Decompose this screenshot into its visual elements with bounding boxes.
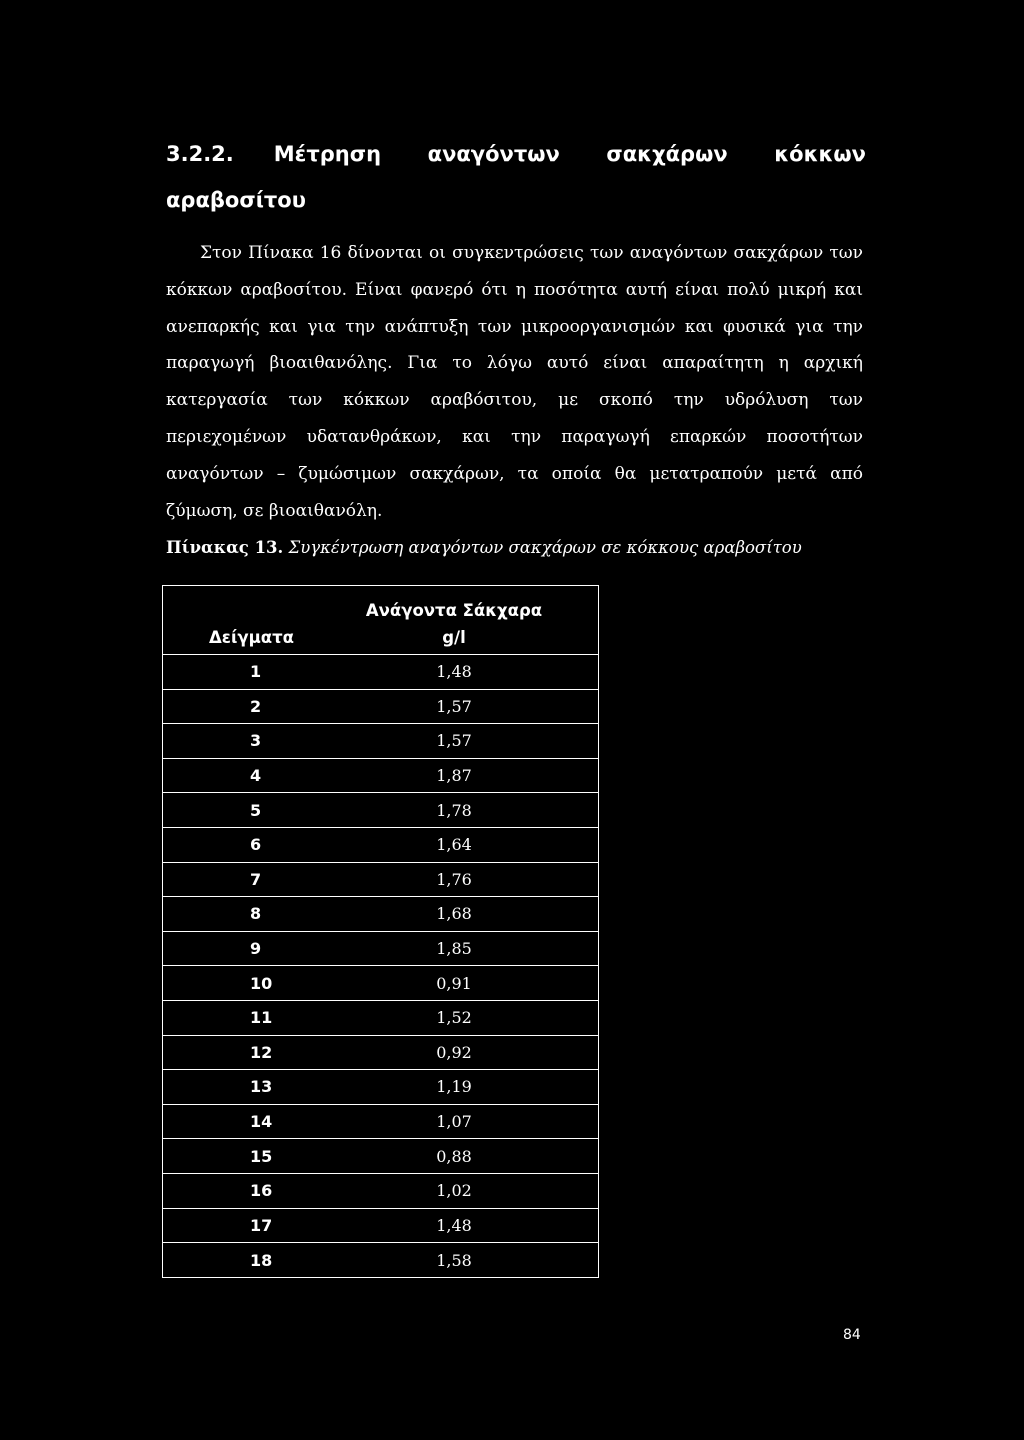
table-row [163,724,599,759]
sugar-value-cell: 0,88 [310,1139,599,1174]
section-title-word: αναγόντων [427,142,560,166]
section-title-word: σακχάρων [606,142,728,166]
sugar-value-cell: 1,85 [310,931,599,966]
table-caption-text: Συγκέντρωση αναγόντων σακχάρων σε κόκκους αραβοσίτου [288,538,802,557]
sugar-value-cell: 1,78 [310,793,599,828]
table-header-unit: g/l [442,627,466,647]
sample-id-cell: 14 [163,1104,311,1139]
sample-id-cell: 12 [163,1035,311,1070]
sugar-value-cell: 1,87 [310,758,599,793]
table-row [163,1000,599,1035]
sugar-value-cell: 1,68 [310,897,599,932]
table-row [163,655,599,690]
sugar-value-cell: 1,48 [310,655,599,690]
table-row [163,1139,599,1174]
sugar-value-cell: 1,19 [310,1070,599,1105]
table-row [163,1104,599,1139]
sample-id-cell: 18 [163,1243,311,1278]
table-row [163,689,599,724]
page-number: 84 [843,1327,861,1343]
sample-id-cell: 15 [163,1139,311,1174]
table-caption [166,538,802,557]
table-row [163,862,599,897]
section-title-word: κόκκων [774,142,866,166]
sample-id-cell: 2 [163,689,311,724]
section-heading-line-1 [166,131,866,177]
sample-id-cell: 3 [163,724,311,759]
sugar-value-cell: 1,02 [310,1173,599,1208]
section-number: 3.2.2. [166,142,234,166]
sample-id-cell: 1 [163,655,311,690]
sample-id-cell: 9 [163,931,311,966]
table-row [163,1070,599,1105]
section-heading-line-2: αραβοσίτου [166,188,306,212]
section-title-word: Μέτρηση [273,142,382,166]
table-row [163,1208,599,1243]
sample-id-cell: 4 [163,758,311,793]
sugar-value-cell: 0,92 [310,1035,599,1070]
sugar-value-cell: 1,48 [310,1208,599,1243]
table-row [163,966,599,1001]
table-row [163,1173,599,1208]
sugar-table [162,585,599,1278]
sample-id-cell: 8 [163,897,311,932]
sugar-value-cell: 1,57 [310,689,599,724]
sample-id-cell: 7 [163,862,311,897]
table-header-group: Ανάγοντα Σάκχαρα [365,601,543,620]
table-body [163,655,599,1278]
sugar-value-cell: 1,57 [310,724,599,759]
sugar-value-cell: 1,58 [310,1243,599,1278]
table-caption-label: Πίνακας 13. [166,538,284,557]
sample-id-cell: 13 [163,1070,311,1105]
sample-id-cell: 6 [163,827,311,862]
table-row [163,897,599,932]
table-header-samples: Δείγματα [209,627,294,647]
sample-id-cell: 10 [163,966,311,1001]
sample-id-cell: 17 [163,1208,311,1243]
section-heading [166,131,866,223]
body-paragraph: Στον Πίνακα 16 δίνονται οι συγκεντρώσεις των αναγόντων σακχάρων των κόκκων αραβοσίτου. Είναι φανερό ότι η ποσότητα αυτή είναι πολύ μικρή και ανεπαρκής και για την ανάπτυξη των μικροοργανισμών και φυσικά για την παραγωγή βιοαιθανόλης. Για το λόγω αυτό είναι απαραίτητη η αρχική κατεργασία των κόκκων αραβόσιτου, με σκοπό την υδρόλυση των περιεχομένων υδατανθράκων, και την παραγωγή επαρκών ποσοτήτων αναγόντων – ζυμώσιμων σακχάρων, τα οποία θα μετατραπούν μετά από ζύμωση, σε βιοαιθανόλη. [166,243,863,521]
sample-id-cell: 11 [163,1000,311,1035]
table-row [163,1035,599,1070]
table-row [163,758,599,793]
table-row [163,827,599,862]
sample-id-cell: 16 [163,1173,311,1208]
sugar-value-cell: 1,76 [310,862,599,897]
sugar-value-cell: 0,91 [310,966,599,1001]
sugar-value-cell: 1,64 [310,827,599,862]
sample-id-cell: 5 [163,793,311,828]
table-row [163,1243,599,1278]
table-row [163,793,599,828]
table-row [163,931,599,966]
sugar-value-cell: 1,07 [310,1104,599,1139]
sugar-value-cell: 1,52 [310,1000,599,1035]
